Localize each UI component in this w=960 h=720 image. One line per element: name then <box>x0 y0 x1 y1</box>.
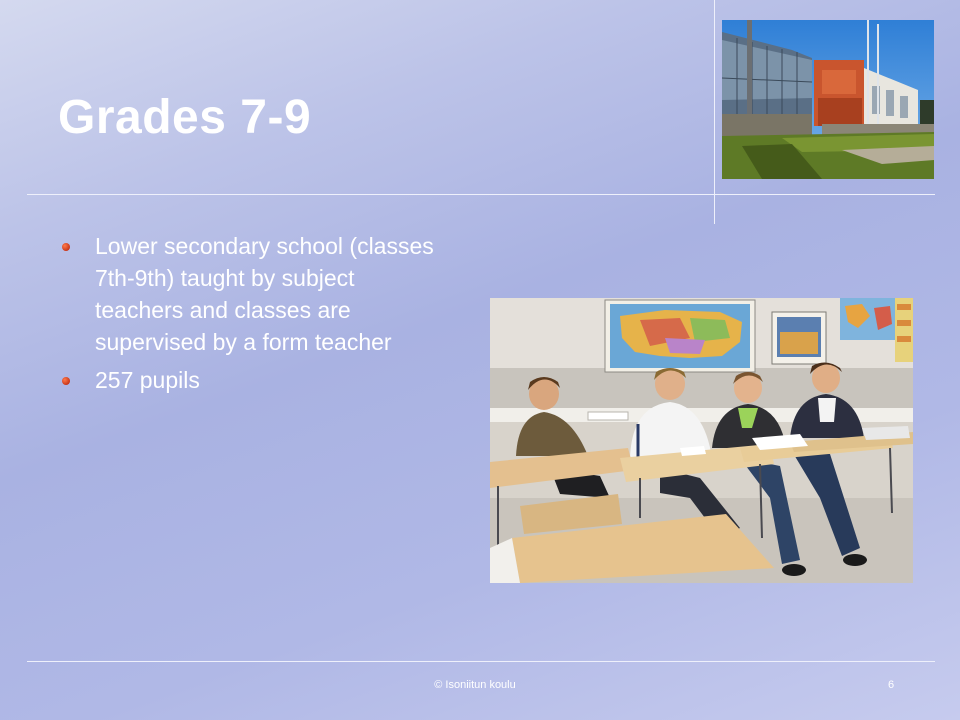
footer-separator <box>27 661 935 662</box>
vertical-rule <box>714 0 715 224</box>
classroom-photo <box>490 298 913 583</box>
bullet-item <box>62 230 442 358</box>
title-separator <box>27 194 935 195</box>
bullet-text: 257 pupils <box>95 367 200 393</box>
bullet-dot-icon <box>62 243 70 251</box>
slide-title: Grades 7-9 <box>58 91 312 144</box>
page-number: 6 <box>888 679 895 691</box>
bullet-dot-icon <box>62 377 70 385</box>
bullet-item <box>62 364 442 396</box>
bullet-list <box>62 230 442 402</box>
school-building-photo <box>722 20 934 179</box>
bullet-text: Lower secondary school (classes 7th-9th) taught by subject teachers and classes are supervised by a form teacher <box>95 233 434 355</box>
footer-copyright: © Isoniitun koulu <box>434 679 516 691</box>
